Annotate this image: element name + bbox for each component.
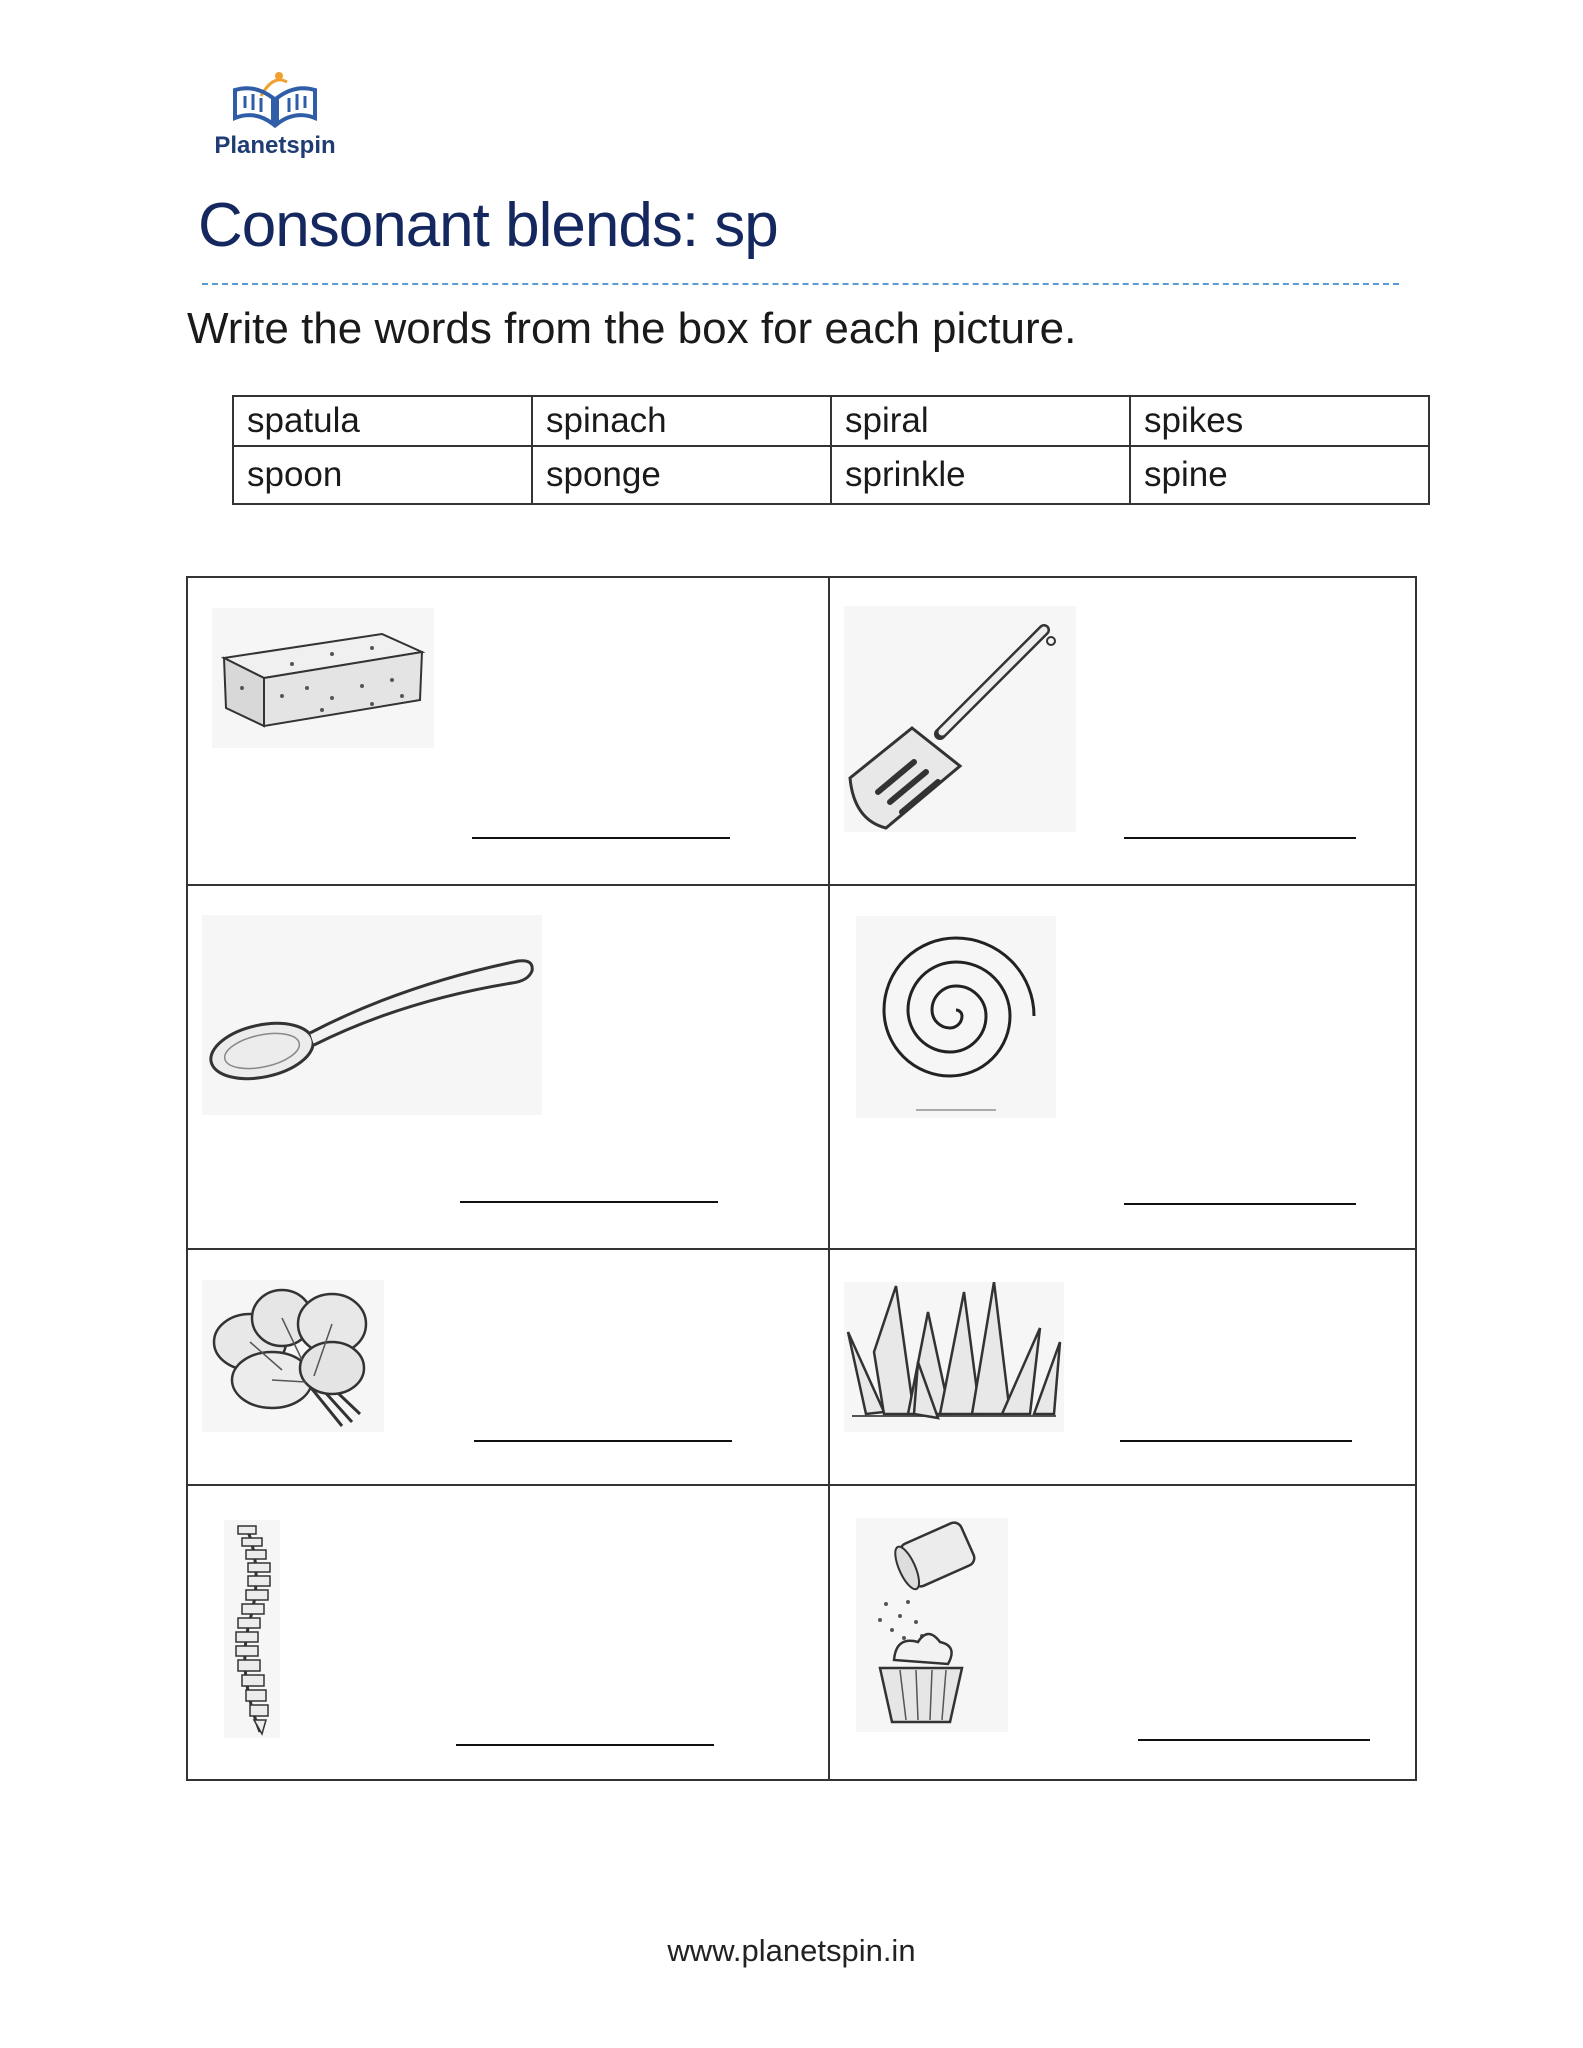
word-cell: spoon xyxy=(233,446,532,504)
answer-blank[interactable] xyxy=(1124,837,1356,839)
word-cell: sponge xyxy=(532,446,831,504)
picture-grid xyxy=(186,576,1417,1781)
word-box-row xyxy=(233,396,1429,446)
word-cell: spiral xyxy=(831,396,1130,446)
title-divider xyxy=(202,283,1399,285)
footer-url: www.planetspin.in xyxy=(667,1933,916,1968)
answer-blank[interactable] xyxy=(456,1744,714,1746)
grid-divider xyxy=(828,578,830,1779)
grid-divider xyxy=(188,1248,1415,1250)
grid-divider xyxy=(188,884,1415,886)
sprinkle-icon xyxy=(856,1518,1008,1737)
spatula-icon xyxy=(844,606,1076,837)
spine-icon xyxy=(224,1520,280,1743)
spiral-icon xyxy=(856,916,1056,1123)
word-cell: sprinkle xyxy=(831,446,1130,504)
instruction-text: Write the words from the box for each picture. xyxy=(187,304,1077,353)
word-cell: spine xyxy=(1130,446,1429,504)
sponge-icon xyxy=(212,608,434,753)
planetspin-logo xyxy=(205,68,345,168)
spoon-icon xyxy=(202,915,542,1120)
answer-blank[interactable] xyxy=(472,837,730,839)
spikes-icon xyxy=(844,1282,1064,1437)
brand-name: Planetspin xyxy=(214,132,336,159)
grid-divider xyxy=(188,1484,1415,1486)
answer-blank[interactable] xyxy=(1120,1440,1352,1442)
word-box-row xyxy=(233,446,1429,504)
answer-blank[interactable] xyxy=(474,1440,732,1442)
worksheet-title: Consonant blends: sp xyxy=(198,191,778,260)
word-cell: spinach xyxy=(532,396,831,446)
open-book-logo-icon xyxy=(227,68,323,130)
word-cell: spatula xyxy=(233,396,532,446)
answer-blank[interactable] xyxy=(1138,1739,1370,1741)
answer-blank[interactable] xyxy=(460,1201,718,1203)
answer-blank[interactable] xyxy=(1124,1203,1356,1205)
word-box xyxy=(232,395,1430,505)
spinach-icon xyxy=(202,1280,384,1437)
word-cell: spikes xyxy=(1130,396,1429,446)
